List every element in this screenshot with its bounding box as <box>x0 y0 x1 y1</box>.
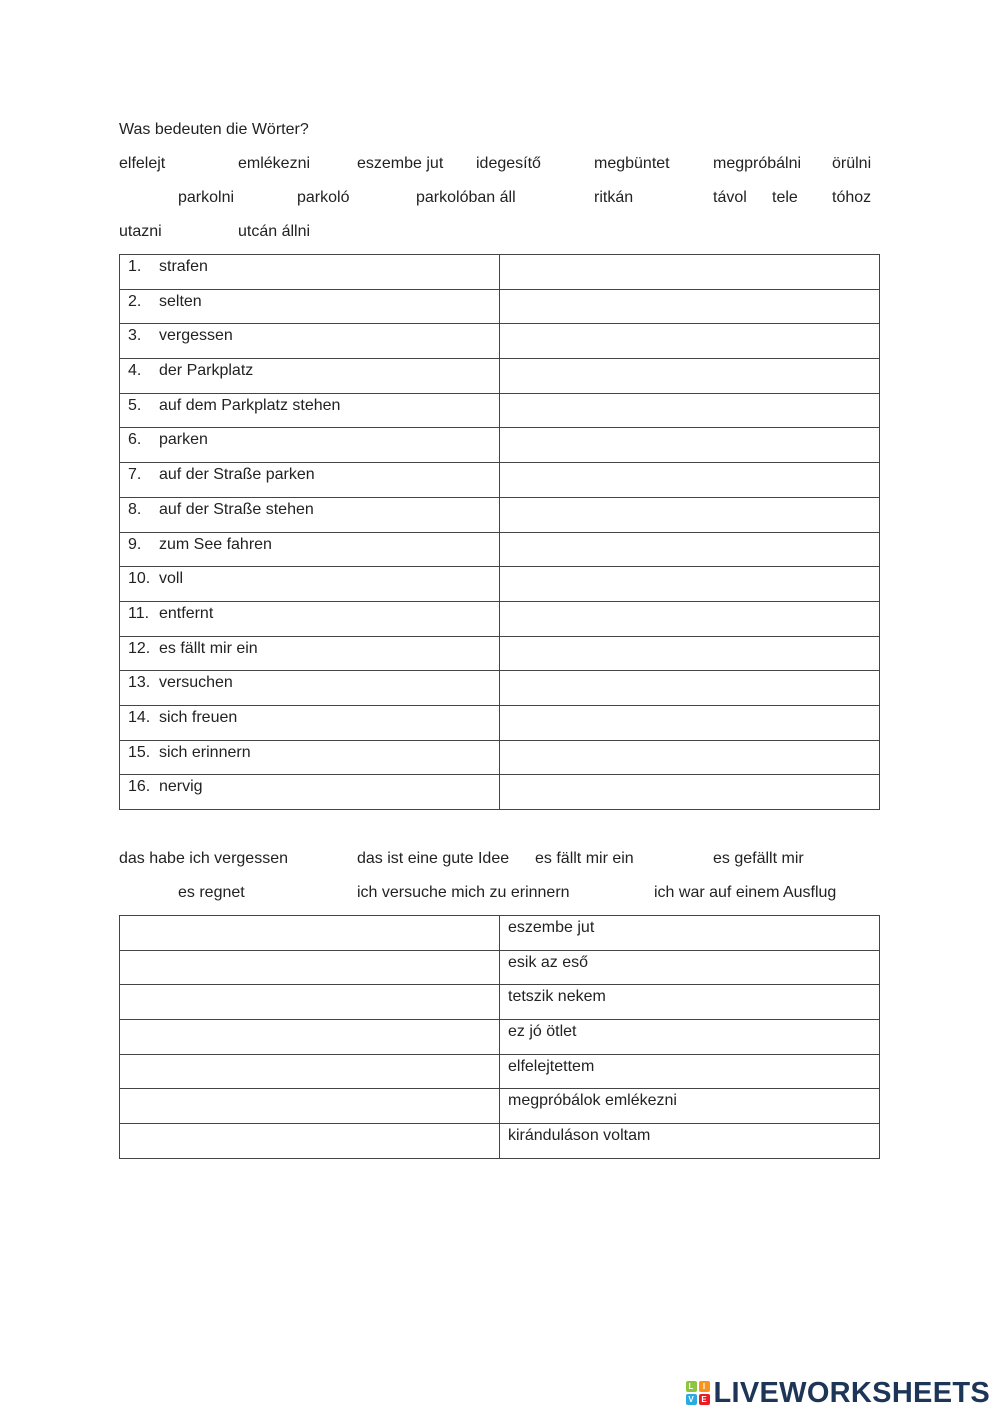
translation-cell: megpróbálok emlékezni <box>500 1089 880 1124</box>
term-text: auf der Straße parken <box>159 466 315 484</box>
answer-field[interactable] <box>500 324 880 359</box>
word-bank-item: das ist eine gute Idee <box>357 850 510 867</box>
term-text: nervig <box>159 778 203 796</box>
term-text: sich freuen <box>159 708 238 726</box>
word-bank-item: utcán állni <box>238 223 311 240</box>
word-bank-item: idegesítő <box>476 155 541 172</box>
translation-cell: esik az eső <box>500 950 880 985</box>
term-text: voll <box>159 570 184 588</box>
answer-field[interactable] <box>500 497 880 532</box>
table-row <box>120 1020 880 1055</box>
term-cell <box>120 567 500 602</box>
table-row <box>120 671 880 706</box>
word-bank-item: távol <box>713 189 747 206</box>
table-row <box>120 255 880 290</box>
word-bank-item: parkolóban áll <box>416 189 516 206</box>
term-text: selten <box>159 292 202 310</box>
row-number: 9. <box>128 535 142 553</box>
row-number: 5. <box>128 396 142 414</box>
row-number: 2. <box>128 292 142 310</box>
table-row <box>120 636 880 671</box>
vocab-table-1 <box>119 254 880 810</box>
answer-field[interactable] <box>500 359 880 394</box>
row-number: 8. <box>128 500 142 518</box>
row-number: 16. <box>128 778 151 796</box>
term-cell <box>120 775 500 810</box>
term-cell <box>120 393 500 428</box>
logo-text: LIVEWORKSHEETS <box>713 1376 990 1409</box>
term-text: vergessen <box>159 327 233 345</box>
answer-field[interactable] <box>500 532 880 567</box>
answer-field[interactable] <box>500 289 880 324</box>
word-bank-item: eszembe jut <box>357 155 444 172</box>
term-cell <box>120 289 500 324</box>
table-row <box>120 1089 880 1124</box>
row-number: 15. <box>128 743 151 761</box>
answer-field[interactable] <box>500 567 880 602</box>
word-bank-item: megpróbálni <box>713 155 802 172</box>
table-row <box>120 1124 880 1159</box>
term-text: der Parkplatz <box>159 362 254 380</box>
answer-field[interactable] <box>500 393 880 428</box>
word-bank-item: megbüntet <box>594 155 670 172</box>
word-bank-item: parkoló <box>297 189 350 206</box>
table-row <box>120 289 880 324</box>
table-row <box>120 463 880 498</box>
word-bank-item: örülni <box>832 155 872 172</box>
term-text: auf der Straße stehen <box>159 500 314 518</box>
logo-letter: E <box>699 1394 710 1405</box>
term-cell <box>120 428 500 463</box>
word-bank-item: utazni <box>119 223 162 240</box>
answer-field[interactable] <box>500 463 880 498</box>
liveworksheets-logo <box>686 1376 991 1410</box>
term-text: parken <box>159 431 208 449</box>
term-cell <box>120 601 500 636</box>
row-number: 6. <box>128 431 142 449</box>
word-bank-item: es regnet <box>178 884 245 901</box>
answer-field[interactable] <box>500 740 880 775</box>
vocab-table-2 <box>119 915 880 1159</box>
instruction-text: Was bedeuten die Wörter? <box>119 121 309 138</box>
word-bank-item: emlékezni <box>238 155 311 172</box>
word-bank-item: ich versuche mich zu erinnern <box>357 884 570 901</box>
table-row <box>120 359 880 394</box>
word-bank-item: tóhoz <box>832 189 872 206</box>
answer-field[interactable] <box>120 1054 500 1089</box>
term-cell <box>120 324 500 359</box>
table-row <box>120 428 880 463</box>
term-cell <box>120 740 500 775</box>
word-bank-item: parkolni <box>178 189 235 206</box>
translation-cell: kiránduláson voltam <box>500 1124 880 1159</box>
row-number: 11. <box>128 604 150 622</box>
answer-field[interactable] <box>500 601 880 636</box>
answer-field[interactable] <box>500 671 880 706</box>
word-bank-item: es fällt mir ein <box>535 850 634 867</box>
term-text: entfernt <box>159 604 214 622</box>
table-row <box>120 1054 880 1089</box>
answer-field[interactable] <box>500 705 880 740</box>
row-number: 13. <box>128 674 151 692</box>
answer-field[interactable] <box>120 985 500 1020</box>
term-cell <box>120 671 500 706</box>
logo-mark-icon <box>686 1381 710 1405</box>
table-row <box>120 916 880 951</box>
answer-field[interactable] <box>120 1124 500 1159</box>
table-row <box>120 705 880 740</box>
term-cell <box>120 497 500 532</box>
term-cell <box>120 463 500 498</box>
row-number: 3. <box>128 327 142 345</box>
term-cell <box>120 359 500 394</box>
word-bank-item: das habe ich vergessen <box>119 850 288 867</box>
translation-cell: tetszik nekem <box>500 985 880 1020</box>
word-bank-item: ritkán <box>594 189 634 206</box>
answer-field[interactable] <box>500 255 880 290</box>
word-bank-item: elfelejt <box>119 155 166 172</box>
table-row <box>120 740 880 775</box>
term-text: auf dem Parkplatz stehen <box>159 396 341 414</box>
table-row <box>120 393 880 428</box>
term-cell <box>120 532 500 567</box>
term-text: zum See fahren <box>159 535 272 553</box>
row-number: 1. <box>128 258 142 275</box>
logo-letter: L <box>686 1381 697 1392</box>
table-row <box>120 950 880 985</box>
answer-field[interactable] <box>500 428 880 463</box>
translation-cell: elfelejtettem <box>500 1054 880 1089</box>
answer-field[interactable] <box>120 916 500 951</box>
row-number: 14. <box>128 708 151 726</box>
answer-field[interactable] <box>120 1020 500 1055</box>
term-cell <box>120 255 500 290</box>
row-number: 7. <box>128 466 142 484</box>
row-number: 10. <box>128 570 151 588</box>
logo-letter: I <box>699 1381 710 1392</box>
term-cell <box>120 705 500 740</box>
logo-letter: V <box>686 1394 697 1405</box>
term-cell <box>120 636 500 671</box>
answer-field[interactable] <box>500 636 880 671</box>
word-bank-item: ich war auf einem Ausflug <box>654 884 837 901</box>
word-bank-item: es gefällt mir <box>713 850 804 867</box>
table-row <box>120 601 880 636</box>
row-number: 12. <box>128 639 151 657</box>
term-text: strafen <box>159 258 208 275</box>
row-number: 4. <box>128 362 142 380</box>
term-text: sich erinnern <box>159 743 251 761</box>
table-row <box>120 985 880 1020</box>
answer-field[interactable] <box>120 1089 500 1124</box>
term-text: versuchen <box>159 674 233 692</box>
table-row <box>120 567 880 602</box>
table-row <box>120 775 880 810</box>
answer-field[interactable] <box>500 775 880 810</box>
table-row <box>120 497 880 532</box>
answer-field[interactable] <box>120 950 500 985</box>
translation-cell: eszembe jut <box>500 916 880 951</box>
table-row <box>120 532 880 567</box>
term-text: es fällt mir ein <box>159 639 258 657</box>
translation-cell: ez jó ötlet <box>500 1020 880 1055</box>
word-bank-item: tele <box>772 189 798 206</box>
table-row <box>120 324 880 359</box>
